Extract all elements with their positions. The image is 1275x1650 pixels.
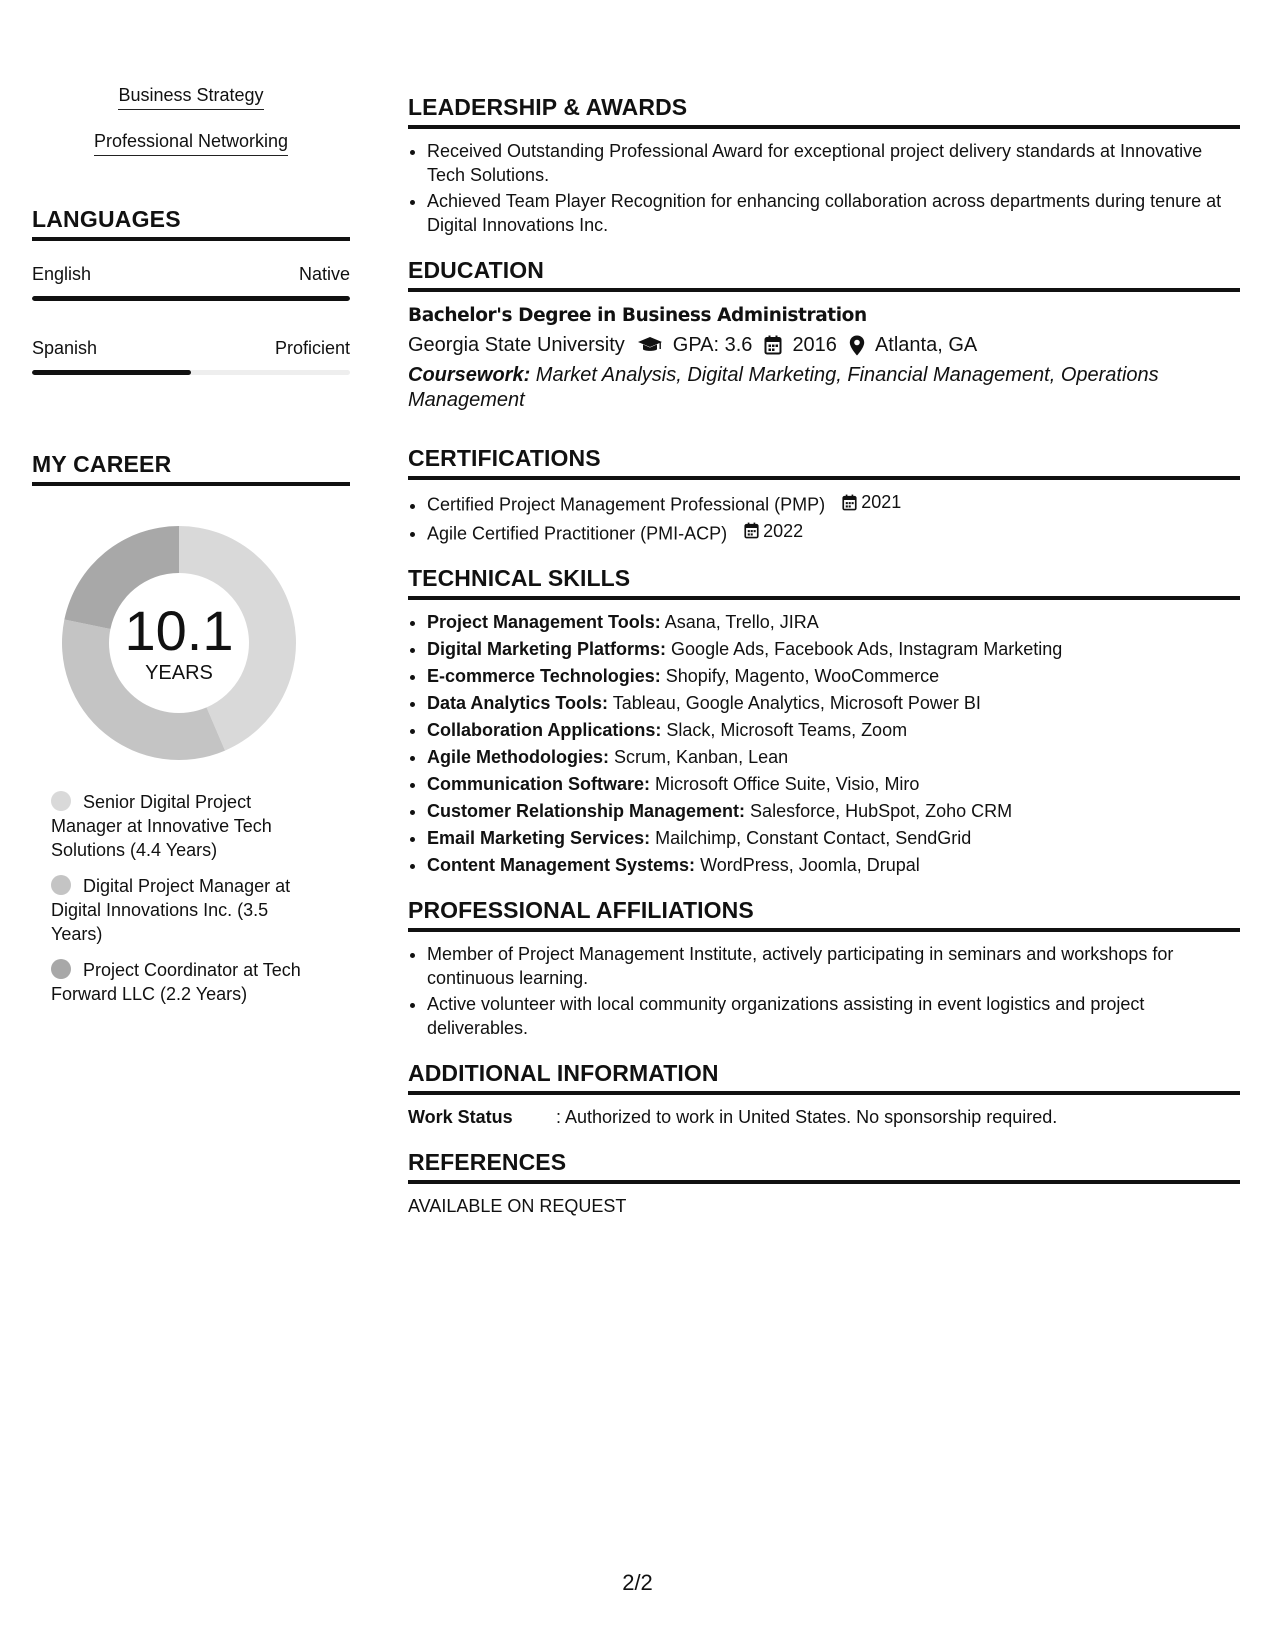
additional-info-section	[408, 1060, 1240, 1129]
career-legend-item	[51, 958, 321, 1006]
work-status-label: Work Status	[408, 1107, 513, 1127]
list-item	[427, 490, 1240, 517]
language-bar	[32, 370, 350, 375]
list-item	[427, 610, 1240, 634]
education-meta	[408, 331, 1240, 359]
list-item	[427, 826, 1240, 850]
career-legend-item	[51, 790, 321, 862]
calendar-icon	[842, 494, 857, 511]
language-item	[32, 263, 350, 301]
affiliations-section	[408, 897, 1240, 1040]
leadership-heading: LEADERSHIP & AWARDS	[408, 94, 1240, 129]
coursework-label: Coursework:	[408, 364, 531, 386]
education-section	[408, 257, 1240, 413]
language-bar	[32, 296, 350, 301]
skill-pills	[32, 84, 350, 176]
career-role-label: Senior Digital Project Manager at Innovative Tech Solutions (4.4 Years)	[51, 792, 272, 860]
list-item	[427, 772, 1240, 796]
career-total-years: 10.1	[124, 599, 234, 662]
list-item: • Achieved Team Player Recognition for enhancing collaboration across departments during tenure at Digital Innovations Inc.	[427, 189, 1240, 237]
main-content	[408, 94, 1240, 1237]
sidebar	[32, 84, 350, 1018]
skill-values: Slack, Microsoft Teams, Zoom	[661, 720, 908, 740]
skill-values: Google Ads, Facebook Ads, Instagram Marketing	[666, 639, 1063, 659]
skill-pill: Professional Networking	[94, 130, 288, 156]
leadership-section	[408, 94, 1240, 237]
skill-category: Collaboration Applications:	[427, 720, 662, 740]
references-section	[408, 1149, 1240, 1217]
certification-year: 2021	[861, 492, 902, 512]
legend-dot	[51, 875, 71, 895]
language-level: Proficient	[274, 338, 350, 358]
list-item	[427, 691, 1240, 715]
graduation-cap-icon	[637, 336, 663, 354]
work-status-value: : Authorized to work in United States. No sponsorship required.	[556, 1107, 1058, 1127]
career-role-label: Digital Project Manager at Digital Innovations Inc. (3.5 Years)	[51, 876, 291, 944]
language-item	[32, 337, 350, 375]
education-gpa: GPA: 3.6	[672, 334, 753, 356]
career-legend-item	[51, 874, 321, 946]
skill-values: WordPress, Joomla, Drupal	[695, 855, 920, 875]
skill-category: Digital Marketing Platforms:	[427, 639, 667, 659]
list-item	[427, 519, 1240, 546]
language-bar-fill	[32, 370, 191, 375]
skill-values: Scrum, Kanban, Lean	[609, 747, 789, 767]
legend-dot	[51, 959, 71, 979]
coursework-list: Market Analysis, Digital Marketing, Financial Management, Operations Management	[408, 364, 1159, 411]
career-donut-chart	[56, 520, 302, 766]
list-item: • Active volunteer with local community organizations assisting in event logistics and project deliverables.	[427, 992, 1240, 1040]
career-role-label: Project Coordinator at Tech Forward LLC (2.2 Years)	[51, 960, 301, 1004]
languages-heading: LANGUAGES	[32, 206, 350, 241]
location-pin-icon	[849, 335, 865, 356]
education-degree: Bachelor's Degree in Business Administration	[408, 305, 867, 326]
list-item: • Member of Project Management Institute, actively participating in seminars and workshops for continuous learning.	[427, 942, 1240, 990]
skill-category: Customer Relationship Management:	[427, 801, 746, 821]
calendar-icon	[744, 522, 759, 539]
skill-category: Data Analytics Tools:	[427, 693, 609, 713]
references-heading: REFERENCES	[408, 1149, 1240, 1184]
certifications-section	[408, 445, 1240, 545]
education-year: 2016	[792, 334, 837, 356]
skill-category: Content Management Systems:	[427, 855, 696, 875]
certification-name: Agile Certified Practitioner (PMI-ACP)	[427, 523, 728, 543]
list-item	[427, 718, 1240, 742]
technical-skills-heading: TECHNICAL SKILLS	[408, 565, 1240, 600]
list-item	[427, 664, 1240, 688]
skill-category: Communication Software:	[427, 774, 651, 794]
career-years-unit: YEARS	[145, 662, 213, 684]
list-item: • Received Outstanding Professional Award for exceptional project delivery standards at Innovative Tech Solutions.	[427, 139, 1240, 187]
skill-pill: Business Strategy	[118, 84, 263, 110]
additional-info-heading: ADDITIONAL INFORMATION	[408, 1060, 1240, 1095]
skill-category: Agile Methodologies:	[427, 747, 609, 767]
legend-dot	[51, 791, 71, 811]
skill-values: Shopify, Magento, WooCommerce	[660, 666, 940, 686]
skill-category: E-commerce Technologies:	[427, 666, 661, 686]
language-level: Native	[298, 264, 350, 284]
skill-category: Project Management Tools:	[427, 612, 661, 632]
list-item	[427, 637, 1240, 661]
education-coursework	[408, 363, 1240, 413]
affiliations-heading: PROFESSIONAL AFFILIATIONS	[408, 897, 1240, 932]
skill-category: Email Marketing Services:	[427, 828, 651, 848]
career-heading: MY CAREER	[32, 451, 350, 486]
skill-values: Tableau, Google Analytics, Microsoft Power BI	[608, 693, 981, 713]
work-status-row	[408, 1105, 1240, 1129]
skill-values: Microsoft Office Suite, Visio, Miro	[650, 774, 920, 794]
skill-values: Asana, Trello, JIRA	[660, 612, 819, 632]
certification-name: Certified Project Management Professional (PMP)	[427, 494, 826, 515]
language-name: Spanish	[32, 338, 98, 358]
page-number: 2/2	[622, 1570, 653, 1595]
certification-year: 2022	[763, 520, 804, 541]
calendar-icon	[764, 335, 782, 355]
list-item	[427, 853, 1240, 877]
language-name: English	[32, 264, 92, 284]
education-heading: EDUCATION	[408, 257, 1240, 292]
education-location: Atlanta, GA	[874, 334, 978, 356]
list-item	[427, 799, 1240, 823]
technical-skills-section	[408, 565, 1240, 877]
references-text: AVAILABLE ON REQUEST	[408, 1196, 627, 1216]
language-bar-fill	[32, 296, 350, 301]
skill-values: Mailchimp, Constant Contact, SendGrid	[650, 828, 972, 848]
list-item	[427, 745, 1240, 769]
education-school: Georgia State University	[408, 334, 625, 356]
skill-values: Salesforce, HubSpot, Zoho CRM	[745, 801, 1013, 821]
certifications-heading: CERTIFICATIONS	[408, 445, 1240, 480]
career-legend	[51, 790, 321, 1006]
